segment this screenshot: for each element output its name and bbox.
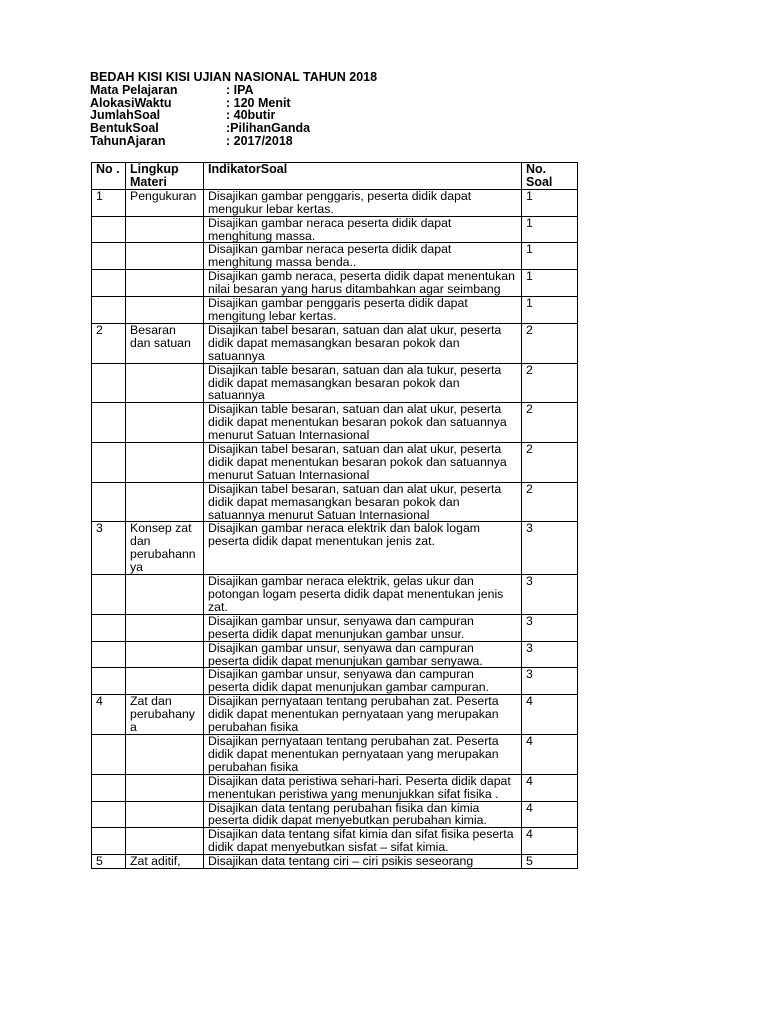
meta-label: TahunAjaran xyxy=(90,133,166,148)
cell-indikator-soal: Disajikan tabel besaran, satuan dan alat ukur, peserta didik dapat memasangkan besaran pokok dan satuannya xyxy=(204,323,522,363)
cell-no-soal: 2 xyxy=(522,482,578,522)
table-row xyxy=(92,855,578,869)
cell-lingkup-materi xyxy=(126,774,204,801)
meta-mata-pelajaran xyxy=(90,84,377,97)
cell-no xyxy=(92,363,126,403)
cell-no-soal: 3 xyxy=(522,614,578,641)
table-row xyxy=(92,323,578,363)
cell-indikator-soal: Disajikan data tentang perubahan fisika dan kimia peserta didik dapat menyebutkan perubahan kimia. xyxy=(204,801,522,828)
table-row xyxy=(92,614,578,641)
cell-lingkup-materi xyxy=(126,668,204,695)
cell-indikator-soal: Disajikan data tentang ciri – ciri psikis seseorang xyxy=(204,855,522,869)
cell-no-soal: 1 xyxy=(522,189,578,216)
meta-value: : 2017/2018 xyxy=(226,133,293,148)
cell-indikator-soal: Disajikan gambar penggaris, peserta didik dapat mengukur lebar kertas. xyxy=(204,189,522,216)
cell-indikator-soal: Disajikan gambar neraca peserta didik dapat menghitung massa benda.. xyxy=(204,243,522,270)
cell-indikator-soal: Disajikan table besaran, satuan dan ala tukur, peserta didik dapat memasangkan besaran pokok dan satuannya xyxy=(204,363,522,403)
table-row xyxy=(92,189,578,216)
table-row xyxy=(92,828,578,855)
cell-indikator-soal: Disajikan gamb neraca, peserta didik dapat menentukan nilai besaran yang harus ditambahkan agar seimbang xyxy=(204,270,522,297)
table-row xyxy=(92,297,578,324)
cell-no xyxy=(92,801,126,828)
cell-lingkup-materi: Zat aditif, xyxy=(126,855,204,869)
cell-no: 5 xyxy=(92,855,126,869)
cell-no-soal: 2 xyxy=(522,323,578,363)
cell-no-soal: 3 xyxy=(522,641,578,668)
document-header xyxy=(90,71,377,148)
cell-indikator-soal: Disajikan gambar penggaris peserta didik dapat mengitung lebar kertas. xyxy=(204,297,522,324)
cell-no-soal: 1 xyxy=(522,270,578,297)
cell-no-soal: 4 xyxy=(522,828,578,855)
cell-indikator-soal: Disajikan gambar neraca peserta didik dapat menghitung massa. xyxy=(204,216,522,243)
cell-lingkup-materi xyxy=(126,614,204,641)
cell-lingkup-materi xyxy=(126,734,204,774)
cell-indikator-soal: Disajikan table besaran, satuan dan alat ukur, peserta didik dapat menentukan besaran pokok dan satuannya menurut Satuan Internasional xyxy=(204,403,522,443)
cell-no-soal: 3 xyxy=(522,522,578,575)
cell-no xyxy=(92,734,126,774)
cell-indikator-soal: Disajikan gambar unsur, senyawa dan campuran peserta didik dapat menunjukan gambar unsur. xyxy=(204,614,522,641)
table-row xyxy=(92,801,578,828)
cell-lingkup-materi xyxy=(126,641,204,668)
column-header-no-soal: No. Soal xyxy=(522,163,578,190)
cell-no xyxy=(92,443,126,483)
table-row xyxy=(92,774,578,801)
column-header-no: No . xyxy=(92,163,126,190)
table-row xyxy=(92,668,578,695)
table-row xyxy=(92,641,578,668)
table-row xyxy=(92,695,578,735)
cell-no-soal: 3 xyxy=(522,668,578,695)
cell-indikator-soal: Disajikan pernyataan tentang perubahan zat. Peserta didik dapat menentukan pernyataan yang merupakan perubahan fisika xyxy=(204,734,522,774)
table-row xyxy=(92,482,578,522)
table-row xyxy=(92,734,578,774)
table-row xyxy=(92,270,578,297)
cell-no xyxy=(92,575,126,615)
cell-no xyxy=(92,270,126,297)
cell-no xyxy=(92,482,126,522)
cell-lingkup-materi xyxy=(126,363,204,403)
meta-label: Mata Pelajaran xyxy=(90,82,178,97)
cell-lingkup-materi xyxy=(126,575,204,615)
cell-lingkup-materi xyxy=(126,297,204,324)
meta-value: : 120 Menit xyxy=(226,95,291,110)
cell-indikator-soal: Disajikan gambar neraca elektrik, gelas ukur dan potongan logam peserta didik dapat menentukan jenis zat. xyxy=(204,575,522,615)
cell-no-soal: 2 xyxy=(522,403,578,443)
cell-no xyxy=(92,403,126,443)
table-row xyxy=(92,575,578,615)
cell-no xyxy=(92,774,126,801)
document-title: BEDAH KISI KISI UJIAN NASIONAL TAHUN 2018 xyxy=(90,70,378,84)
cell-no xyxy=(92,668,126,695)
cell-no-soal: 4 xyxy=(522,695,578,735)
table-row xyxy=(92,363,578,403)
cell-no xyxy=(92,641,126,668)
cell-lingkup-materi: Pengukuran xyxy=(126,189,204,216)
cell-lingkup-materi: Zat dan perubahanya xyxy=(126,695,204,735)
table-body xyxy=(92,189,578,868)
meta-label: JumlahSoal xyxy=(90,108,161,123)
cell-indikator-soal: Disajikan tabel besaran, satuan dan alat ukur, peserta didik dapat menentukan besaran pokok dan satuannya menurut Satuan Internasional xyxy=(204,443,522,483)
cell-no-soal: 1 xyxy=(522,216,578,243)
cell-no: 2 xyxy=(92,323,126,363)
table-row xyxy=(92,522,578,575)
meta-value: : 40butir xyxy=(226,108,276,123)
cell-no-soal: 2 xyxy=(522,363,578,403)
table-row xyxy=(92,443,578,483)
cell-lingkup-materi xyxy=(126,801,204,828)
kisi-kisi-table xyxy=(91,162,578,869)
cell-no: 1 xyxy=(92,189,126,216)
cell-no xyxy=(92,243,126,270)
cell-no-soal: 2 xyxy=(522,443,578,483)
cell-no-soal: 3 xyxy=(522,575,578,615)
cell-no xyxy=(92,614,126,641)
cell-lingkup-materi xyxy=(126,243,204,270)
cell-no-soal: 4 xyxy=(522,801,578,828)
cell-lingkup-materi xyxy=(126,482,204,522)
cell-indikator-soal: Disajikan gambar unsur, senyawa dan campuran peserta didik dapat menunjukan gambar senyawa. xyxy=(204,641,522,668)
cell-no: 4 xyxy=(92,695,126,735)
cell-no xyxy=(92,828,126,855)
table-row xyxy=(92,243,578,270)
cell-lingkup-materi: Besaran dan satuan xyxy=(126,323,204,363)
cell-indikator-soal: Disajikan pernyataan tentang perubahan zat. Peserta didik dapat menentukan pernyataan yang merupakan perubahan fisika xyxy=(204,695,522,735)
cell-no xyxy=(92,216,126,243)
cell-no-soal: 1 xyxy=(522,243,578,270)
cell-indikator-soal: Disajikan gambar unsur, senyawa dan campuran peserta didik dapat menunjukan gambar campuran. xyxy=(204,668,522,695)
meta-value: : IPA xyxy=(226,82,254,97)
cell-indikator-soal: Disajikan gambar neraca elektrik dan balok logam peserta didik dapat menentukan jenis zat. xyxy=(204,522,522,575)
column-header-indikator-soal: IndikatorSoal xyxy=(204,163,522,190)
table-row xyxy=(92,403,578,443)
cell-no-soal: 1 xyxy=(522,297,578,324)
cell-no-soal: 4 xyxy=(522,774,578,801)
cell-indikator-soal: Disajikan data peristiwa sehari-hari. Peserta didik dapat menentukan peristiwa yang menunjukkan sifat fisika . xyxy=(204,774,522,801)
column-header-lingkup-materi: Lingkup Materi xyxy=(126,163,204,190)
meta-value: :PilihanGanda xyxy=(226,121,311,136)
cell-lingkup-materi xyxy=(126,443,204,483)
cell-lingkup-materi xyxy=(126,216,204,243)
meta-tahun-ajaran xyxy=(90,135,377,148)
cell-indikator-soal: Disajikan data tentang sifat kimia dan sifat fisika peserta didik dapat menyebutkan sisfat – sifat kimia. xyxy=(204,828,522,855)
table-header-row xyxy=(92,163,578,190)
cell-no: 3 xyxy=(92,522,126,575)
cell-lingkup-materi xyxy=(126,403,204,443)
meta-label: AlokasiWaktu xyxy=(90,95,172,110)
cell-no-soal: 4 xyxy=(522,734,578,774)
cell-lingkup-materi xyxy=(126,270,204,297)
cell-lingkup-materi: Konsep zat dan perubahannya xyxy=(126,522,204,575)
cell-lingkup-materi xyxy=(126,828,204,855)
table-row xyxy=(92,216,578,243)
cell-indikator-soal: Disajikan tabel besaran, satuan dan alat ukur, peserta didik dapat memasangkan besaran pokok dan satuannya menurut Satuan Internasional xyxy=(204,482,522,522)
cell-no xyxy=(92,297,126,324)
cell-no-soal: 5 xyxy=(522,855,578,869)
meta-label: BentukSoal xyxy=(90,121,159,136)
